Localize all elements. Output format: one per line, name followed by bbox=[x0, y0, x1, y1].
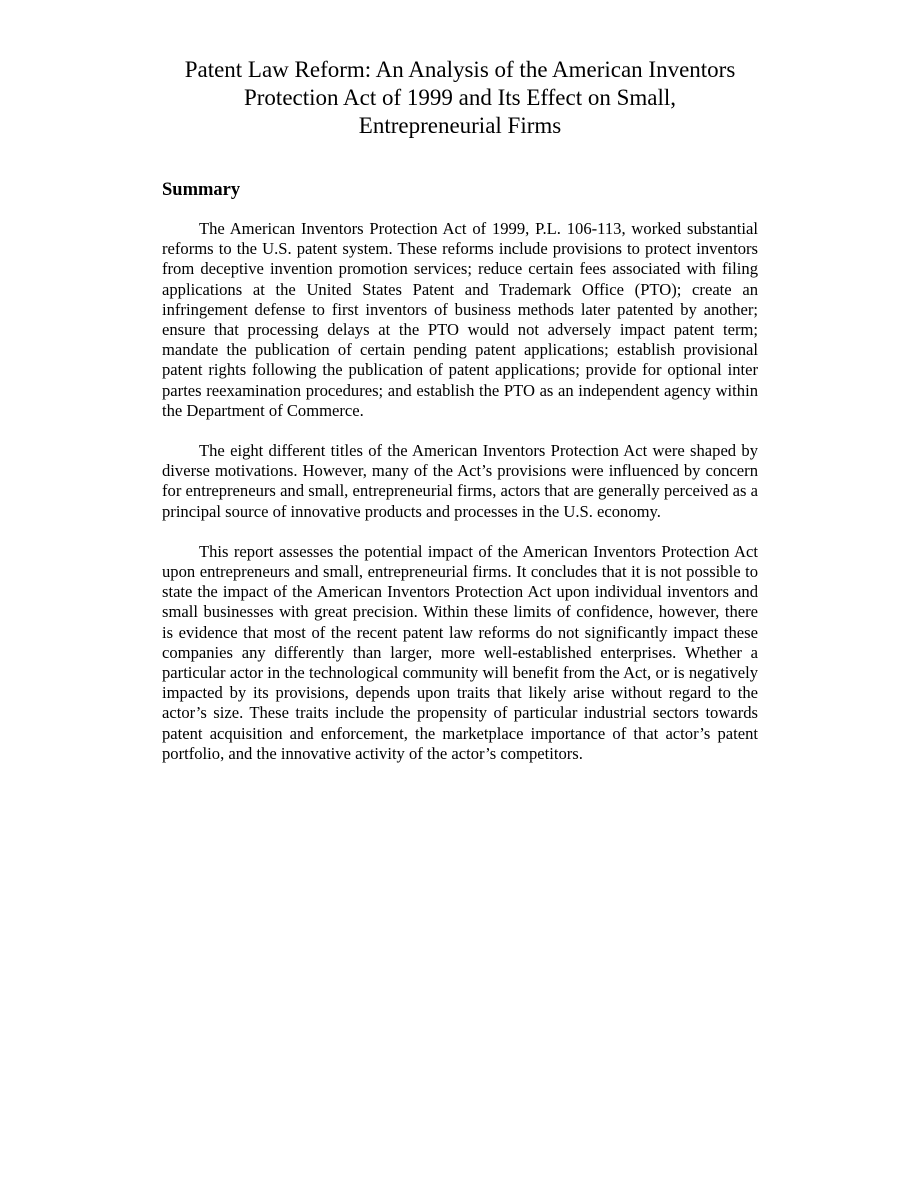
summary-heading: Summary bbox=[162, 180, 241, 200]
summary-paragraph-3: This report assesses the potential impact of the American Inventors Protection Act upon entrepreneurs and small, entrepreneurial firms. It concludes that it is not possible to state the impact of the American Inventors Protection Act upon individual inventors and small businesses with great precision. Within these limits of confidence, however, there is evidence that most of the recent patent law reforms do not significantly impact these companies any differently than larger, more well-established enterprises. Whether a particular actor in the technological community will benefit from the Act, or is negatively impacted by its provisions, depends upon traits that likely arise without regard to the actor’s size. These traits include the propensity of particular industrial sectors towards patent acquisition and enforcement, the marketplace importance of that actor’s patent portfolio, and the innovative activity of the actor’s competitors. bbox=[162, 541, 758, 763]
title-line-3: Entrepreneurial Firms bbox=[358, 113, 562, 138]
title-line-2: Protection Act of 1999 and Its Effect on Small, bbox=[243, 85, 677, 110]
title-line-1: Patent Law Reform: An Analysis of the American Inventors bbox=[184, 57, 736, 82]
document-title bbox=[162, 56, 758, 140]
summary-paragraph-2: The eight different titles of the American Inventors Protection Act were shaped by diverse motivations. However, many of the Act’s provisions were influenced by concern for entrepreneurs and small, entrepreneurial firms, actors that are generally perceived as a principal source of innovative products and processes in the U.S. economy. bbox=[162, 441, 758, 521]
document-page bbox=[162, 56, 758, 764]
summary-paragraph-1: The American Inventors Protection Act of 1999, P.L. 106-113, worked substantial reforms to the U.S. patent system. These reforms include provisions to protect inventors from deceptive invention promotion services; reduce certain fees associated with filing applications at the United States Patent and Trademark Office (PTO); create an infringement defense to first inventors of business methods later patented by another; ensure that processing delays at the PTO would not adversely impact patent term; mandate the publication of certain pending patent applications; establish provisional patent rights following the publication of patent applications; provide for optional inter partes reexamination procedures; and establish the PTO as an independent agency within the Department of Commerce. bbox=[162, 219, 758, 420]
